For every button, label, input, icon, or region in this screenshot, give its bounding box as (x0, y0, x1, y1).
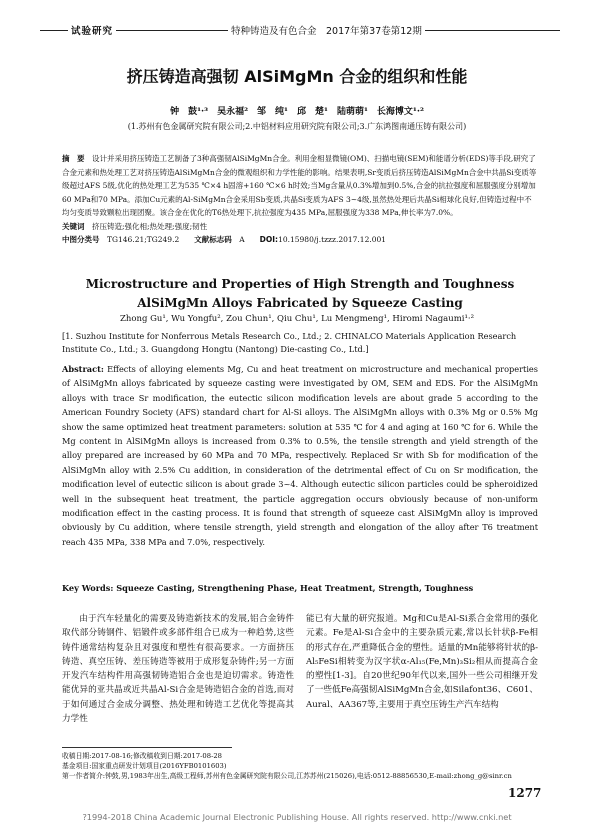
affiliation-chinese: (1.苏州有色金属研究院有限公司;2.中铝材料应用研究院有限公司;3.广东鸿图南通压铸有限公司) (127, 122, 467, 131)
authors-english: Zhong Gu¹, Wu Yongfu², Zou Chun¹, Qiu Chu¹, Lu Mengmeng¹, Hiromi Nagaumi¹·² (119, 314, 475, 324)
body-paragraph: 能已有大量的研究报道。Mg和Cu是Al-Si系合金常用的强化元素。Fe是Al-Si合金中的主要杂质元素,常以长针状β-Fe相的形式存在,严重降低合金的塑性。适量的Mn能够将针状的β-Al₅FeSi相转变为汉字状α-Al₁₅(Fe,Mn)₃Si₂相从而提高合金的塑性[1-3]。自20世纪90年代以来,国外一些公司相继开发了一些低Fe高强韧AlSiMgMn合金,如Silafont36、C601、Aural、AA367等,主要用于真空压铸生产汽车结构 (306, 614, 538, 710)
keywords-cn-text: 挤压铸造;强化相;热处理;强度;韧性 (92, 221, 208, 231)
running-header (40, 22, 560, 38)
section-label: 试验研究 (68, 23, 116, 37)
title-chinese: 挤压铸造高强韧 AlSiMgMn 合金的组织和性能 (126, 67, 468, 86)
body-column-left (62, 612, 294, 726)
footnotes (62, 752, 542, 781)
abstract-en-label: Abstract: (62, 364, 104, 374)
affiliation-english: [1. Suzhou Institute for Nonferrous Metals Research Co., Ltd.; 2. CHINALCO Materials Application Research Institute Co., Ltd.; 3. Guangdong Hongtu (Nantong) Die-casting Co., Ltd.] (62, 331, 517, 354)
authors-chinese: 钟 鼓¹·³ 吴永福² 邹 纯¹ 邱 楚¹ 陆萌萌¹ 长海博文¹·² (170, 107, 424, 117)
abstract-chinese (62, 152, 538, 247)
footnote-author: 第一作者简介:钟鼓,男,1983年出生,高级工程师,苏州有色金属研究院有限公司,江苏苏州(215026),电话:0512-88856530,E-mail:zhong_g@sinr.cn (62, 771, 512, 780)
body-paragraph: 由于汽车轻量化的需要及铸造新技术的发展,铝合金铸件取代部分铸钢件、铝锻件或多部件组合已成为一种趋势,这些铸件通常结构复杂且对强度和塑性有很高要求。一方面挤压铸造、真空压铸、差压铸造等被用于成形复杂铸件;另一方面开发汽车结构件用高强韧铸造铝合金也是迫切需求。铸造性能优异的亚共晶或近共晶Al-Si合金是铸造铝合金的首选,而对于如何通过合金成分调整、热处理和铸造工艺优化等提高其力学性 (62, 614, 294, 725)
footnote-funding: 基金项目:国家重点研发计划项目(2016YFB0101603) (62, 761, 227, 770)
footnote-divider (62, 747, 232, 748)
copyright-line: ?1994-2018 China Academic Journal Electronic Publishing House. All rights reserved. http://www.cnki.net (82, 812, 512, 822)
footnote-received: 收稿日期:2017-08-16;修改稿收到日期:2017-08-28 (62, 752, 223, 760)
classification-line: 中图分类号 TG146.21;TG249.2 文献标志码 A DOI:10.15980/j.tzzz.2017.12.001 (62, 235, 387, 244)
keywords-cn-label: 关键词 (62, 221, 85, 231)
abstract-en-text: Effects of alloying elements Mg, Cu and heat treatment on microstructure and mechanical properties of AlSiMgMn alloys fabricated by squeeze casting were investigated by OM, SEM and EDS. For the AlSiMgMn alloys with trace Sr modification, the eutectic silicon modification levels are about grade 5 according to the American Foundry Society (AFS) standard chart for Al-Si alloys. The AlSiMgMn alloys with 0.3% Mg or 0.5% Mg show the same optimized heat treatment parameters: solution at 535 ℃ for 4 and aging at 160 ℃ for 6. While the Mg content in AlSiMgMn alloys is increased from 0.3% to 0.5%, the tensile strength and yield strength of the alloy prepared are increased by 60 MPa and 70 MPa, respectively. Replaced Sr with Sb for modification of the AlSiMgMn alloy with 2.5% Cu addition, in consideration of the detrimental effect of Cu on Sr modification, the modification level of eutectic silicon is about grade 3~4. Although eutectic silicon particles could be spheroidized well in the subsequent heat treatment, the particle aggregation occurs obviously because of non-uniform modification effect in the casting process. It is found that strength of squeeze cast AlSiMgMn alloy is improved obviously by Cu addition, where tensile strength, yield strength and elongation of the alloy after T6 treatment reach 435 MPa, 338 MPa and 7.0%, respectively. (62, 364, 538, 547)
abstract-english (62, 362, 538, 549)
body-column-right (306, 612, 538, 712)
abstract-cn-text: 设计并采用挤压铸造工艺制备了3种高强韧AlSiMgMn合金。利用金相显微镜(OM)、扫描电镜(SEM)和能谱分析(EDS)等手段,研究了合金元素和热处理工艺对挤压铸造AlSiMgMn合金的微观组织和力学性能的影响。结果表明,Sr变质后挤压铸造AlSiMgMn合金中共晶Si变质等级超过AFS 5级,优化的热处理工艺为535 ℃×4 h固溶+160 ℃×6 h时效;当Mg含量从0.3%增加到0.5%,合金的抗拉强度和屈服强度分别增加60 MPa和70 MPa。添加Cu元素的Al-SiMgMn合金采用Sb变质,共晶Si变质为AFS 3~4级,虽然热处理后共晶Si相球化良好,但铸造过程中不均匀变质导致颗粒出现团聚。该合金在优化的T6热处理下,抗拉强度为435 MPa,屈服强度为338 MPa,伸长率为7.0%。 (62, 154, 537, 217)
abstract-cn-label: 摘 要 (62, 154, 85, 163)
title-english: Microstructure and Properties of High Strength and Toughness AlSiMgMn Alloys Fabricated by Squeeze Casting (85, 277, 515, 310)
page-number: 1277 (508, 786, 542, 800)
journal-info: 特种铸造及有色合金 2017年第37卷第12期 (228, 23, 425, 37)
keywords-english: Key Words: Squeeze Casting, Strengthening Phase, Heat Treatment, Strength, Toughness (62, 583, 474, 593)
